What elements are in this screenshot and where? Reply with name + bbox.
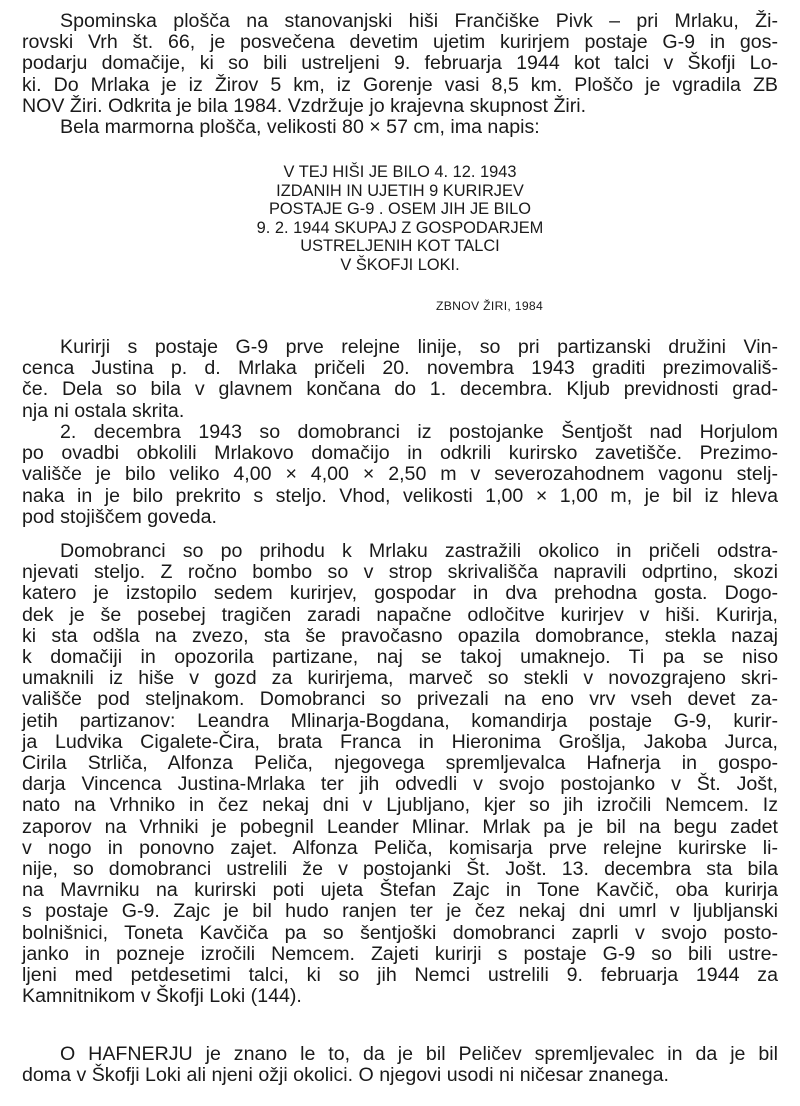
text-line: ljeni med petdesetimi talci, ki so jih Nemci ustrelili 9. februarja 1944 za	[22, 964, 778, 987]
body-paragraph-2	[22, 422, 778, 528]
text-line: nja ni ostala skrita.	[22, 399, 185, 422]
plaque-line: USTRELJENIH KOT TALCI	[300, 237, 500, 256]
text-line: katero je izstopilo sedem kurirjev, gospodar in dva prehodna gosta. Dogo-	[22, 582, 778, 605]
body-paragraph-4	[22, 1044, 778, 1086]
text-line: NOV Žiri. Odkrita je bila 1984. Vzdržuje jo krajevna skupnost Žiri.	[22, 94, 587, 117]
text-line: vališče je bilo veliko 4,00 × 4,00 × 2,50 m v severozahodnem vagonu stelj-	[22, 463, 778, 486]
text-line: ki. Do Mrlaka je iz Žirov 5 km, iz Gorenje vasi 8,5 km. Ploščo je vgradila ZB	[22, 73, 778, 96]
text-line: s postaje G-9. Zajc je bil hudo ranjen ter je čez nekaj dni umrl v ljubljanski	[22, 900, 778, 923]
text-line: ja Ludvika Cigalete-Čira, brata Franca in Hieronima Grošlja, Jakoba Jurca,	[22, 730, 778, 753]
text-line: O HAFNERJU je znano le to, da je bil Peličev spremljevalec in da je bil	[60, 1043, 778, 1065]
text-line: Kamnitnikom v Škofji Loki (144).	[22, 985, 302, 1008]
text-line: vališče pod steljnakom. Domobranci so privezali na eno vrv vseh devet za-	[22, 688, 778, 711]
text-line: Kurirji s postaje G-9 prve relejne linije, so pri partizanski družini Vin-	[60, 336, 778, 358]
text-line: cenca Justina p. d. Mrlaka pričeli 20. novembra 1943 graditi prezimovališ-	[22, 357, 778, 380]
text-line: rovski Vrh št. 66, je posvečena devetim ujetim kurirjem postaje G-9 in gos-	[22, 31, 778, 54]
text-line: jetih partizanov: Leandra Mlinarja-Bogdana, komandirja postaje G-9, kurir-	[22, 709, 778, 732]
text-line: nato na Vrhniko in čez nekaj dni v Ljubljano, kjer so jih izročili Nemcem. Iz	[22, 794, 778, 817]
plaque-inscription	[150, 163, 650, 275]
text-line: Spominska plošča na stanovanjski hiši Frančiške Pivk – pri Mrlaku, Ži-	[60, 10, 778, 32]
plaque-line: V ŠKOFJI LOKI.	[340, 255, 460, 274]
text-line: dek je še posebej tragičen zaradi napačne odločitve kurirjev v hiši. Kurirja,	[22, 603, 778, 626]
plaque-line: V TEJ HIŠI JE BILO 4. 12. 1943	[283, 163, 517, 181]
plaque-line: POSTAJE G-9 . OSEM JIH JE BILO	[268, 200, 531, 219]
intro-paragraph	[22, 11, 778, 117]
plaque-line: IZDANIH IN UJETIH 9 KURIRJEV	[276, 181, 524, 200]
text-line: umaknili iz hiše v gozd za kurirjema, marveč so stekli v novozgrajeno skri-	[22, 667, 778, 690]
text-line: Bela marmorna plošča, velikosti 80 × 57 cm, ima napis:	[60, 116, 540, 138]
plaque-line: 9. 2. 1944 SKUPAJ Z GOSPODARJEM	[256, 218, 544, 237]
text-line: 2. decembra 1943 so domobranci iz postojanke Šentjošt nad Horjulom	[60, 421, 778, 443]
text-line: njevati steljo. Z ročno bombo so v strop skrivališča napravili odprtino, skozi	[22, 561, 778, 584]
plate-intro-paragraph	[22, 117, 778, 138]
text-line: bolnišnici, Toneta Kavčiča pa so šentjoški domobranci zaprli v svojo posto-	[22, 921, 778, 944]
text-line: pod stojiščem goveda.	[22, 505, 217, 528]
plaque-signature: ZBNOV ŽIRI, 1984	[436, 299, 544, 313]
body-paragraph-1	[22, 337, 778, 422]
text-line: ki sta odšla na zvezo, sta še pravočasno opazila domobrance, stekla nazaj	[22, 624, 778, 647]
text-line: doma v Škofji Loki ali njeni ožji okolici. O njegovi usodi ni ničesar znanega.	[22, 1064, 669, 1087]
text-line: darja Vincenca Justina-Mrlaka ter jih odvedli v svojo postojanko v Št. Jošt,	[22, 773, 778, 796]
text-line: po ovadbi obkolili Mrlakovo domačijo in odkrili kurirsko zavetišče. Prezimo-	[22, 442, 778, 465]
text-line: na Mavrniku na kurirski poti ujeta Štefan Zajc in Tone Kavčič, oba kurirja	[22, 879, 778, 902]
text-line: podarju domačije, ki so bili ustreljeni 9. februarja 1944 kot talci v Škofji Lo-	[22, 52, 778, 75]
text-line: nije, so domobranci ustrelili že v postojanki Št. Jošt. 13. decembra sta bila	[22, 858, 778, 881]
text-line: naka in je bilo prekrito s steljo. Vhod, velikosti 1,00 × 1,00 m, je bil iz hleva	[22, 484, 778, 507]
text-line: Domobranci so po prihodu k Mrlaku zastražili okolico in pričeli odstra-	[60, 540, 778, 562]
body-paragraph-3	[22, 541, 778, 1007]
text-line: v nogo in ponovno zajet. Alfonza Peliča, komisarja prve relejne kurirske li-	[22, 836, 778, 859]
text-line: Cirila Strliča, Alfonza Peliča, njegovega spremljevalca Hafnerja in gospo-	[22, 752, 778, 775]
text-line: janko in pozneje izročili Nemcem. Zajeti kurirji s postaje G-9 so bili ustre-	[22, 942, 778, 965]
text-line: če. Dela so bila v glavnem končana do 1. decembra. Kljub previdnosti grad-	[22, 378, 778, 401]
text-line: zaporov na Vrhniki je pobegnil Leander Mlinar. Mrlak pa je bil na begu zadet	[22, 815, 778, 838]
text-line: k domačiji in opozorila partizane, naj se takoj umaknejo. Ti pa se niso	[22, 646, 778, 669]
